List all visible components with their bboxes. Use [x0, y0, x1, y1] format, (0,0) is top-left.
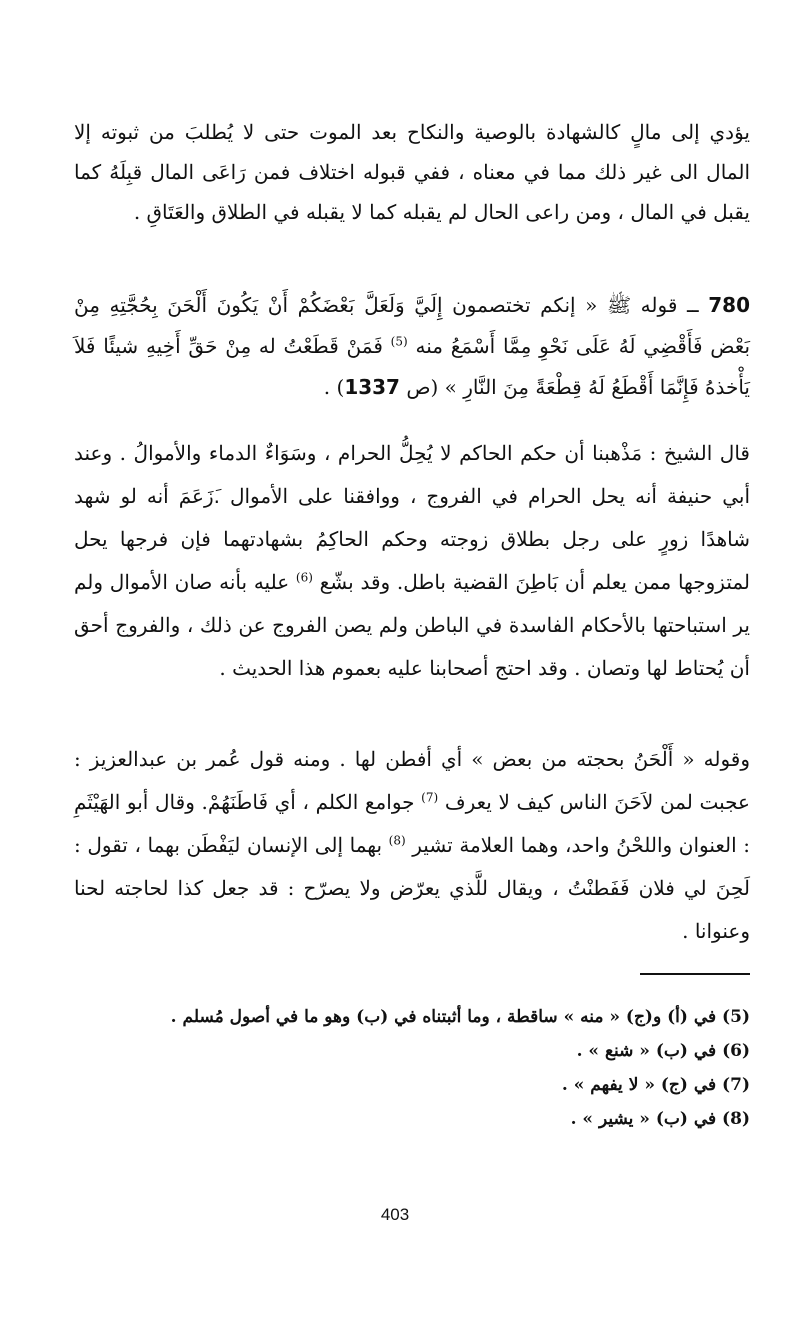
hadith-text-part-1: ــ قوله ﷺ « إنكم تختصمون إِلَيَّ وَلَعَلَّ بَعْضَكُمْ أَنْ يَكُونَ أَلْحَنَ بِحُجَّتِهِ مِنْ بَعْض فَأَقْضِي لَهُ عَلَى نَحْوِ مِمَّا أَسْمَعُ منه: [74, 293, 751, 358]
page-reference: 1337: [344, 375, 400, 399]
footnotes: [74, 1000, 750, 1136]
hadith-text: [74, 285, 750, 408]
footnote-marker-6: (6): [295, 570, 313, 585]
footnote-5: (5) في (أ) و(ج) « منه » ساقطة ، وما أثبتناه في (ب) وهو ما في أصول مُسلم .: [170, 1007, 750, 1027]
hadith-text-part-2: فَمَنْ قَطَعْتُ له مِنْ حَقِّ أَخِيهِ شيئًا فَلاَ يَأْخذهُ فَإِنَّمَا أَقْطَعُ لَهُ قِطْعَةً مِنَ النَّارِ » (ص: [74, 334, 750, 399]
commentary-text-part-1: قال الشيخ : مَذْهبنا أن حكم الحاكم لا يُحِلُّ الحرام ، وسَوَاءٌ الدماء والأموالُ . وعند أبي حنيفة أنه يحل الحرام في الفروج ، ووافقنا على الأموال .َزَعَمَ أنه لو شهد شاهدًا زورٍ على رجل بطلاق زوجته وحكم الحاكِمُ بشهادتهما فإن فرجها يحل لمتزوجها ممن يعلم أن بَاطِنَ القضية باطل. وقد بشّع: [74, 441, 751, 594]
footnote-7: (7) في (ج) « لا يفهم » .: [561, 1075, 750, 1095]
page-number: 403: [380, 1205, 410, 1224]
footnote-separator: [640, 973, 750, 975]
linguistic-paragraph: [74, 738, 750, 953]
body-paragraph-1: [74, 112, 750, 232]
linguistic-text-part-2: جوامع الكلم ، أي فَاطَنَهُمْ. وقال أبو الهَيْثَمِ : العنوان واللحْنُ واحد، وهما العلامة تشير: [74, 790, 751, 857]
commentary-text-part-2: عليه بأنه صان الأموال ولم ير استباحتها بالأحكام الفاسدة في الباطن ولم يصن الفروج عن ذلك ، والفروج أحق أن يُحتاط لها وتصان . وقد احتج أصحابنا عليه بعموم هذا الحديث .: [74, 570, 750, 680]
footnote-marker-7: (7): [421, 790, 439, 805]
footnote-6: (6) في (ب) « شنع » .: [576, 1041, 750, 1061]
commentary-text: [74, 432, 750, 690]
linguistic-text-part-3: بهما إلى الإنسان ليَفْطَن بهما ، تقول : لَحِنَ لي فلان فَفَطنْتُ ، ويقال للَّذي يعرّض ولا يصرّح : قد جعل كذا لحاجته لحنا وعنوانا .: [74, 833, 750, 943]
footnote-8: (8) في (ب) « يشير » .: [570, 1109, 750, 1129]
linguistic-text: [74, 738, 750, 953]
paragraph-text: يؤدي إلى مالٍ كالشهادة بالوصية والنكاح بعد الموت حتى لا يُطلبَ من ثبوته إلا المال الى غير ذلك مما في معناه ، ففي قبوله اختلاف فمن رَاعَى المال قبِلَهُ كما يقبل في المال ، ومن راعى الحال لم يقبله كما لا يقبله في الطلاق والعَتَاقِ .: [74, 120, 750, 224]
hadith-paragraph-780: [74, 285, 750, 408]
hadith-number: 780: [708, 293, 750, 317]
hadith-text-end: ) .: [323, 375, 345, 399]
footnote-marker-5: (5): [390, 334, 408, 349]
linguistic-text-part-1: وقوله « أَلْحَنُ بحجته من بعض » أي أفطن لها . ومنه قول عُمر بن عبدالعزيز : عجبت لمن لاَحَنَ الناس كيف لا يعرف: [74, 747, 750, 814]
footnote-marker-8: (8): [388, 833, 406, 848]
commentary-paragraph: [74, 432, 750, 690]
